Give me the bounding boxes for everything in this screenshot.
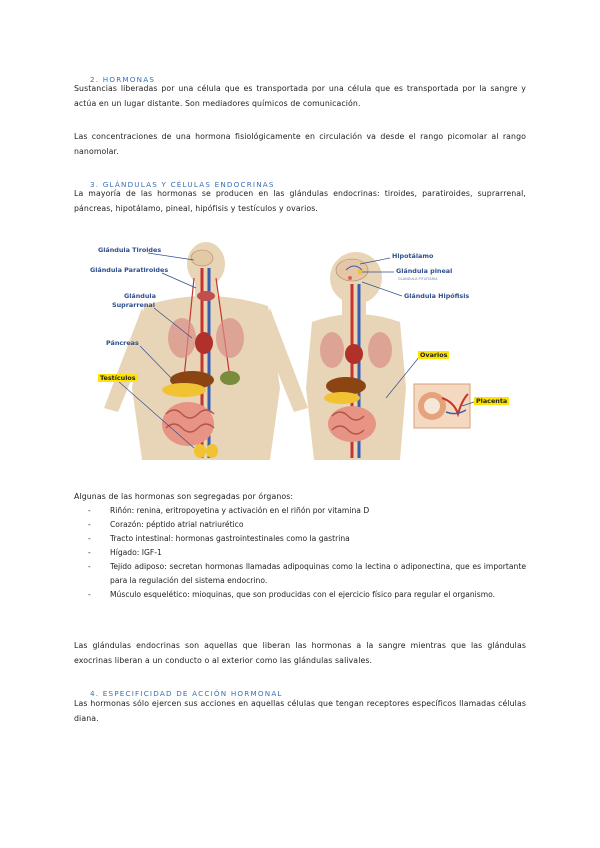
list-item: - Hígado: IGF-1 (86, 546, 526, 560)
label-glandula-suprarrenal-line2: Suprarrenal (112, 301, 155, 309)
section-4-heading: 4. ESPECIFICIDAD DE ACCIÓN HORMONAL (90, 689, 283, 698)
label-pancreas: Páncreas (106, 339, 139, 347)
list-item: - Tracto intestinal: hormonas gastrointestinales como la gastrina (86, 532, 526, 546)
placenta-inset (414, 384, 470, 428)
label-hipotalamo: Hipotálamo (392, 252, 434, 260)
section-3-paragraph-1: La mayoría de las hormonas se producen en las glándulas endocrinas: tiroides, paratiroides, suprarrenal, páncreas, hipotálamo, pineal, hipófisis y testículos y ovarios. (74, 189, 526, 213)
label-glandula-pineal-sub: GLÁNDULA PITUITARIA (398, 277, 438, 281)
label-glandula-hipofisis: Glándula Hipófisis (404, 292, 470, 300)
list-item: - Riñón: renina, eritropoyetina y activación en el riñón por vitamina D (86, 504, 526, 518)
label-glandula-tiroides: Glándula Tiroides (98, 246, 162, 254)
list-item: - Tejido adiposo: secretan hormonas llamadas adipoquinas como la lectina o adiponectina, que es importante para la regulación del sistema endocrino. (86, 560, 526, 588)
label-glandula-paratiroides: Glándula Paratiroides (90, 266, 169, 274)
section-2-paragraph-1: Sustancias liberadas por una célula que es transportada por una célula que es transportada por la sangre y actúa en un lugar distante. Son mediadores químicos de comunicación. (74, 84, 526, 108)
list-item: - Músculo esquelético: mioquinas, que son producidas con el ejercicio físico para regular el organismo. (86, 588, 526, 602)
label-placenta: Placenta (476, 397, 508, 405)
section-3-heading: 3. GLÁNDULAS Y CÉLULAS ENDOCRINAS (90, 180, 275, 189)
organs-intro: Algunas de las hormonas son segregadas por órganos: (74, 492, 294, 501)
label-glandula-suprarrenal-line1: Glándula (124, 292, 156, 300)
male-body-figure (104, 242, 308, 460)
label-testiculos: Testículos (100, 374, 136, 382)
female-body-figure (306, 252, 406, 460)
endocrine-glands-illustration (84, 238, 516, 460)
section-2-heading: 2. HORMONAS (90, 75, 156, 84)
glands-closing-paragraph: Las glándulas endocrinas son aquellas que liberan las hormonas a la sangre mientras que las glándulas exocrinas liberan a un conducto o al exterior como las glándulas salivales. (74, 641, 526, 665)
list-item: - Corazón: péptido atrial natriurético (86, 518, 526, 532)
section-4-paragraph-1: Las hormonas sólo ejercen sus acciones en aquellas células que tengan receptores específicos llamadas células diana. (74, 699, 526, 723)
label-glandula-pineal: Glándula pineal (396, 267, 453, 275)
label-ovarios: Ovarios (420, 351, 448, 359)
section-2-paragraph-2: Las concentraciones de una hormona fisiológicamente en circulación va desde el rango picomolar al rango nanomolar. (74, 132, 526, 156)
organs-list (86, 504, 526, 602)
